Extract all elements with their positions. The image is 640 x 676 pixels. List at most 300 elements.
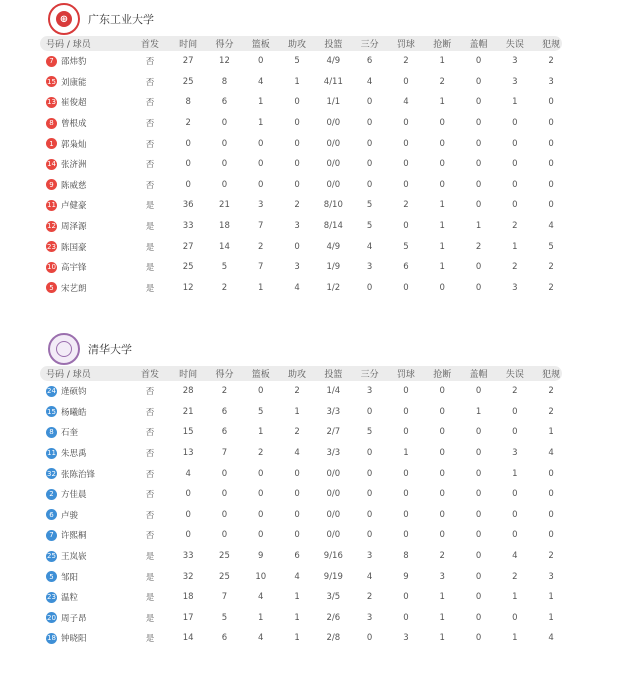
table-row: [40, 72, 562, 93]
stat-cell: 1: [294, 76, 300, 87]
stat-cell: 18: [219, 221, 230, 232]
stat-cell: 2: [512, 571, 518, 582]
stat-cell: 0: [258, 386, 264, 397]
stat-cell: 0: [475, 76, 482, 87]
stat-cell: 3: [512, 448, 518, 459]
player-name: 许熙桐: [61, 531, 87, 542]
stat-cell: 3: [366, 551, 373, 562]
column-header: 号码 / 球员: [46, 370, 91, 380]
stat-cell: 1: [294, 592, 300, 603]
stat-cell: 4: [403, 97, 409, 108]
column-header: 犯规: [542, 40, 561, 50]
stat-cell: 1: [439, 633, 445, 644]
column-header: 失误: [505, 40, 524, 50]
stat-cell: 0: [475, 530, 482, 541]
stat-cell: 0: [512, 530, 518, 541]
stat-cell: 4: [366, 76, 373, 87]
table-row: [40, 443, 562, 464]
starter-cell: 否: [145, 387, 155, 398]
stat-cell: 5: [294, 56, 300, 67]
player-name: 陈威慈: [61, 180, 87, 191]
stat-cell: 2/6: [326, 612, 341, 623]
player-name: 张陈治锋: [61, 469, 96, 480]
stat-cell: 2: [512, 386, 518, 397]
player-cell: [40, 488, 120, 500]
stat-cell: 12: [182, 282, 194, 293]
table-row: [40, 546, 562, 567]
column-header: 时间: [179, 370, 198, 380]
player-name: 王岚嵚: [61, 552, 87, 563]
stat-cell: 0: [439, 138, 445, 149]
stat-cell: 0: [475, 551, 482, 562]
stat-cell: 0: [403, 612, 409, 623]
table-row: [40, 505, 562, 526]
table-row: [40, 154, 562, 175]
stat-cell: 0: [548, 118, 554, 129]
stat-cell: 0: [403, 159, 409, 170]
starter-cell: 是: [145, 634, 155, 645]
stat-cell: 3/3: [326, 406, 341, 417]
stat-cell: 0: [403, 592, 409, 603]
player-cell: [40, 179, 120, 191]
stat-cell: 0: [475, 427, 482, 438]
table-row: [40, 113, 562, 134]
stat-cell: 0: [475, 571, 482, 582]
stat-cell: 0: [439, 179, 445, 190]
stat-cell: 0: [294, 468, 300, 479]
stat-cell: 0: [366, 282, 373, 293]
player-name: 钟晓阳: [61, 634, 87, 645]
table-row: [40, 257, 562, 278]
player-name: 郭枭灿: [61, 139, 87, 150]
stat-cell: 32: [182, 571, 194, 582]
stat-cell: 0: [403, 76, 409, 87]
stat-cell: 0: [403, 221, 409, 232]
stat-cell: 0: [221, 138, 228, 149]
stat-cell: 0: [366, 118, 373, 129]
stat-cell: 4: [548, 633, 554, 644]
stat-cell: 0: [475, 509, 482, 520]
stat-cell: 1: [439, 612, 445, 623]
stat-cell: 4: [512, 551, 518, 562]
jersey-number-badge: 14: [47, 160, 56, 169]
stat-cell: 1: [294, 633, 300, 644]
team-name: 广东工业大学: [88, 13, 154, 26]
stat-cell: 0: [185, 530, 191, 541]
stat-cell: 1/1: [326, 97, 341, 108]
column-header: 失误: [505, 370, 524, 380]
stat-cell: 25: [219, 571, 230, 582]
stat-cell: 14: [219, 241, 230, 252]
stat-cell: 0: [403, 530, 409, 541]
stat-cell: 0: [475, 262, 482, 273]
stat-cell: 2: [548, 551, 554, 562]
stat-cell: 0: [403, 489, 409, 500]
jersey-number-badge: 8: [46, 427, 57, 438]
stat-cell: 1: [548, 592, 554, 603]
stat-cell: 0: [403, 179, 409, 190]
stat-cell: 2: [294, 427, 300, 438]
stat-cell: 21: [182, 406, 194, 417]
stat-cell: 10: [255, 571, 267, 582]
jersey-number-badge: 32: [47, 469, 56, 478]
stat-cell: 0: [475, 489, 482, 500]
stat-cell: 0: [439, 386, 445, 397]
stat-cell: 0: [258, 159, 264, 170]
stat-cell: 1: [512, 468, 518, 479]
stat-cell: 4: [258, 633, 264, 644]
jersey-number-badge: 15: [47, 77, 56, 86]
stat-cell: 0: [512, 179, 518, 190]
stat-cell: 0: [366, 406, 373, 417]
player-cell: [40, 406, 120, 418]
stat-cell: 8/10: [323, 200, 343, 211]
stat-cell: 0: [512, 509, 518, 520]
stat-cell: 7: [221, 448, 228, 459]
player-cell: [40, 550, 120, 562]
stat-cell: 0: [403, 386, 409, 397]
stat-cell: 0: [548, 138, 554, 149]
stat-cell: 0/0: [326, 138, 341, 149]
stat-cell: 2: [548, 406, 554, 417]
stat-cell: 1/4: [326, 386, 341, 397]
stat-cell: 6: [366, 56, 373, 67]
stat-cell: 0: [475, 118, 482, 129]
player-cell: [40, 55, 120, 67]
stat-cell: 3: [439, 571, 445, 582]
stat-cell: 0: [475, 200, 482, 211]
starter-cell: 否: [145, 98, 155, 109]
stat-cell: 0: [439, 282, 445, 293]
stat-cell: 2: [294, 386, 300, 397]
starter-cell: 否: [145, 57, 155, 68]
column-header: 首发: [140, 40, 159, 50]
stat-cell: 0: [548, 159, 554, 170]
player-name: 周泽源: [61, 222, 87, 233]
stat-cell: 5: [366, 200, 373, 211]
stat-cell: 6: [221, 406, 228, 417]
stat-cell: 0: [439, 530, 445, 541]
column-header: 罚球: [396, 40, 415, 50]
stat-cell: 0: [475, 468, 482, 479]
stat-cell: 0/0: [326, 118, 341, 129]
stat-cell: 1: [439, 56, 445, 67]
stat-cell: 0: [475, 448, 482, 459]
starter-cell: 否: [145, 160, 155, 171]
stat-cell: 0: [294, 509, 300, 520]
stat-cell: 8/14: [323, 221, 343, 232]
stat-cell: 7: [258, 262, 264, 273]
stat-cell: 3: [403, 633, 409, 644]
table-row: [40, 51, 562, 72]
stat-cell: 8: [185, 97, 191, 108]
table-row: [40, 236, 562, 257]
stat-cell: 0: [185, 138, 191, 149]
stat-cell: 0: [548, 530, 554, 541]
stat-cell: 0: [221, 179, 228, 190]
stat-cell: 1: [439, 262, 445, 273]
table-row: [40, 587, 562, 608]
stat-cell: 28: [182, 386, 194, 397]
stat-cell: 0: [512, 427, 518, 438]
stat-cell: 4: [366, 571, 373, 582]
jersey-number-badge: 13: [47, 98, 56, 107]
starter-cell: 否: [145, 428, 155, 439]
stat-cell: 0: [475, 56, 482, 67]
stat-cell: 1: [258, 282, 264, 293]
stat-cell: 0: [258, 530, 264, 541]
column-header: 犯规: [542, 370, 561, 380]
player-name: 邹阳: [61, 572, 79, 583]
stat-cell: 1: [475, 221, 482, 232]
player-cell: [40, 632, 120, 644]
jersey-number-badge: 20: [47, 613, 56, 622]
stat-cell: 2/7: [326, 427, 341, 438]
stat-cell: 21: [219, 200, 230, 211]
player-name: 方佳晨: [61, 490, 87, 501]
stat-cell: 3: [366, 386, 373, 397]
stat-cell: 27: [182, 241, 194, 252]
stat-cell: 0: [258, 138, 264, 149]
stat-cell: 2: [403, 56, 409, 67]
stat-cell: 0: [403, 427, 409, 438]
stat-cell: 2: [548, 282, 554, 293]
player-cell: [40, 591, 120, 603]
stat-cell: 0: [512, 159, 518, 170]
stat-cell: 2: [221, 282, 228, 293]
stat-cell: 4: [366, 241, 373, 252]
stat-cell: 0: [512, 489, 518, 500]
stat-cell: 2: [403, 200, 409, 211]
stat-cell: 2: [439, 551, 445, 562]
stat-cell: 0: [221, 530, 228, 541]
stat-cell: 0: [403, 118, 409, 129]
jersey-number-badge: 11: [47, 201, 56, 210]
stat-cell: 0: [403, 282, 409, 293]
stat-cell: 0: [294, 118, 300, 129]
jersey-number-badge: 24: [47, 387, 56, 396]
stat-cell: 0: [294, 530, 300, 541]
stat-cell: 0/0: [326, 179, 341, 190]
stat-cell: 1: [439, 241, 445, 252]
jersey-number-badge: 18: [47, 634, 56, 643]
stat-cell: 8: [403, 551, 409, 562]
stat-cell: 2: [512, 262, 518, 273]
stat-cell: 2: [548, 56, 554, 67]
stat-cell: 1: [512, 241, 518, 252]
jersey-number-badge: 9: [46, 179, 57, 190]
stat-cell: 1: [258, 97, 264, 108]
stat-cell: 2: [185, 118, 191, 129]
stat-cell: 0/0: [326, 530, 341, 541]
stat-cell: 0: [366, 509, 373, 520]
stat-cell: 2: [258, 448, 264, 459]
stat-cell: 1: [512, 97, 518, 108]
stat-cell: 0: [475, 633, 482, 644]
stat-cell: 0: [366, 138, 373, 149]
starter-cell: 否: [145, 510, 155, 521]
stat-cell: 0: [475, 179, 482, 190]
player-cell: [40, 261, 120, 273]
jersey-number-badge: 5: [46, 571, 57, 582]
stat-cell: 36: [182, 200, 194, 211]
stat-cell: 0: [475, 282, 482, 293]
starter-cell: 否: [145, 407, 155, 418]
stat-cell: 4: [548, 221, 554, 232]
jersey-number-badge: 5: [46, 282, 57, 293]
stat-cell: 0: [439, 427, 445, 438]
stat-cell: 3: [512, 282, 518, 293]
stat-cell: 2: [439, 76, 445, 87]
stat-cell: 0: [475, 159, 482, 170]
stat-cell: 0: [221, 509, 228, 520]
stat-cell: 0: [258, 179, 264, 190]
starter-cell: 否: [145, 531, 155, 542]
stat-cell: 5: [258, 406, 264, 417]
table-row: [40, 175, 562, 196]
stat-cell: 0: [403, 406, 409, 417]
player-name: 邵炜豹: [61, 57, 87, 68]
stat-cell: 0: [185, 159, 191, 170]
table-row: [40, 628, 562, 649]
player-name: 刘康能: [61, 77, 87, 88]
stat-cell: 1: [512, 592, 518, 603]
stat-cell: 8: [221, 76, 228, 87]
stat-cell: 4: [294, 571, 300, 582]
stat-cell: 0: [475, 386, 482, 397]
jersey-number-badge: 11: [47, 449, 56, 458]
stat-cell: 3: [294, 262, 300, 273]
stat-cell: 5: [366, 427, 373, 438]
jersey-number-badge: 23: [47, 593, 56, 602]
stat-cell: 0: [294, 179, 300, 190]
stat-cell: 0: [512, 138, 518, 149]
stat-cell: 0: [366, 633, 373, 644]
player-name: 卢骏: [61, 510, 79, 521]
stat-cell: 5: [221, 612, 228, 623]
stat-cell: 7: [258, 221, 264, 232]
player-name: 周子昂: [61, 613, 87, 624]
stat-cell: 2: [475, 241, 482, 252]
table-row: [40, 525, 562, 546]
jersey-number-badge: 25: [47, 552, 56, 561]
jersey-number-badge: 12: [47, 222, 56, 231]
column-header: 三分: [360, 40, 379, 50]
stat-cell: 5: [548, 241, 554, 252]
stat-cell: 9: [403, 571, 409, 582]
player-cell: [40, 241, 120, 253]
stat-cell: 4: [548, 448, 554, 459]
table-row: [40, 402, 562, 423]
jersey-number-badge: 7: [46, 530, 57, 541]
stat-cell: 0: [512, 118, 518, 129]
column-header: 助攻: [288, 40, 307, 50]
stat-cell: 0: [366, 448, 373, 459]
player-rows: [40, 381, 562, 649]
stat-cell: 0: [221, 159, 228, 170]
column-header: 抢断: [433, 40, 452, 50]
player-rows: [40, 51, 562, 298]
player-cell: [40, 447, 120, 459]
stat-cell: 1: [475, 406, 482, 417]
table-row: [40, 195, 562, 216]
stat-cell: 1: [548, 427, 554, 438]
jersey-number-badge: 15: [47, 407, 56, 416]
stat-cell: 13: [182, 448, 194, 459]
stat-cell: 2: [548, 386, 554, 397]
starter-cell: 否: [145, 469, 155, 480]
stat-cell: 6: [403, 262, 409, 273]
player-name: 逄硕钧: [61, 387, 87, 398]
stat-cell: 0/0: [326, 468, 341, 479]
stat-cell: 0: [294, 138, 300, 149]
player-name: 崔俊超: [61, 98, 87, 109]
table-row: [40, 278, 562, 299]
starter-cell: 是: [145, 201, 155, 212]
stat-cell: 0: [258, 509, 264, 520]
stat-cell: 1/9: [326, 262, 341, 273]
stat-cell: 2: [548, 262, 554, 273]
stat-cell: 4: [258, 76, 264, 87]
player-cell: [40, 96, 120, 108]
stat-cell: 4: [258, 592, 264, 603]
stat-cell: 2: [366, 592, 373, 603]
player-name: 杨曦皓: [61, 407, 87, 418]
stat-cell: 1: [258, 612, 264, 623]
column-header: 盖帽: [469, 370, 488, 380]
column-header: 抢断: [433, 370, 452, 380]
starter-cell: 是: [145, 242, 155, 253]
stat-cell: 1: [439, 97, 445, 108]
player-name: 温粒: [61, 593, 79, 604]
table-row: [40, 133, 562, 154]
stat-cell: 0: [548, 97, 554, 108]
stat-cell: 0: [512, 406, 518, 417]
stat-cell: 0: [439, 448, 445, 459]
table-header: [40, 36, 562, 51]
player-cell: [40, 76, 120, 88]
stat-cell: 0: [512, 612, 518, 623]
stat-cell: 4: [294, 282, 300, 293]
stat-cell: 6: [221, 97, 228, 108]
jersey-number-badge: 1: [46, 138, 57, 149]
player-name: 曾根成: [61, 119, 87, 130]
stat-cell: 0: [548, 179, 554, 190]
team-header: [40, 332, 562, 366]
starter-cell: 否: [145, 119, 155, 130]
stat-cell: 33: [182, 221, 194, 232]
player-cell: [40, 509, 120, 521]
stat-cell: 2: [221, 386, 228, 397]
stat-cell: 12: [219, 56, 230, 67]
stat-cell: 33: [182, 551, 194, 562]
column-header: 助攻: [288, 370, 307, 380]
column-header: 号码 / 球员: [46, 40, 91, 50]
player-name: 宋艺朗: [61, 283, 87, 294]
stat-cell: 0/0: [326, 159, 341, 170]
stat-cell: 0: [403, 509, 409, 520]
stat-cell: 0: [475, 97, 482, 108]
stat-cell: 3: [294, 221, 300, 232]
column-header: 篮板: [251, 40, 270, 50]
player-cell: [40, 612, 120, 624]
column-header: 投篮: [324, 370, 343, 380]
stat-cell: 0: [512, 200, 518, 211]
team-header: [40, 2, 562, 36]
starter-cell: 是: [145, 283, 155, 294]
column-header: 得分: [215, 40, 234, 50]
stat-cell: 0: [439, 118, 445, 129]
